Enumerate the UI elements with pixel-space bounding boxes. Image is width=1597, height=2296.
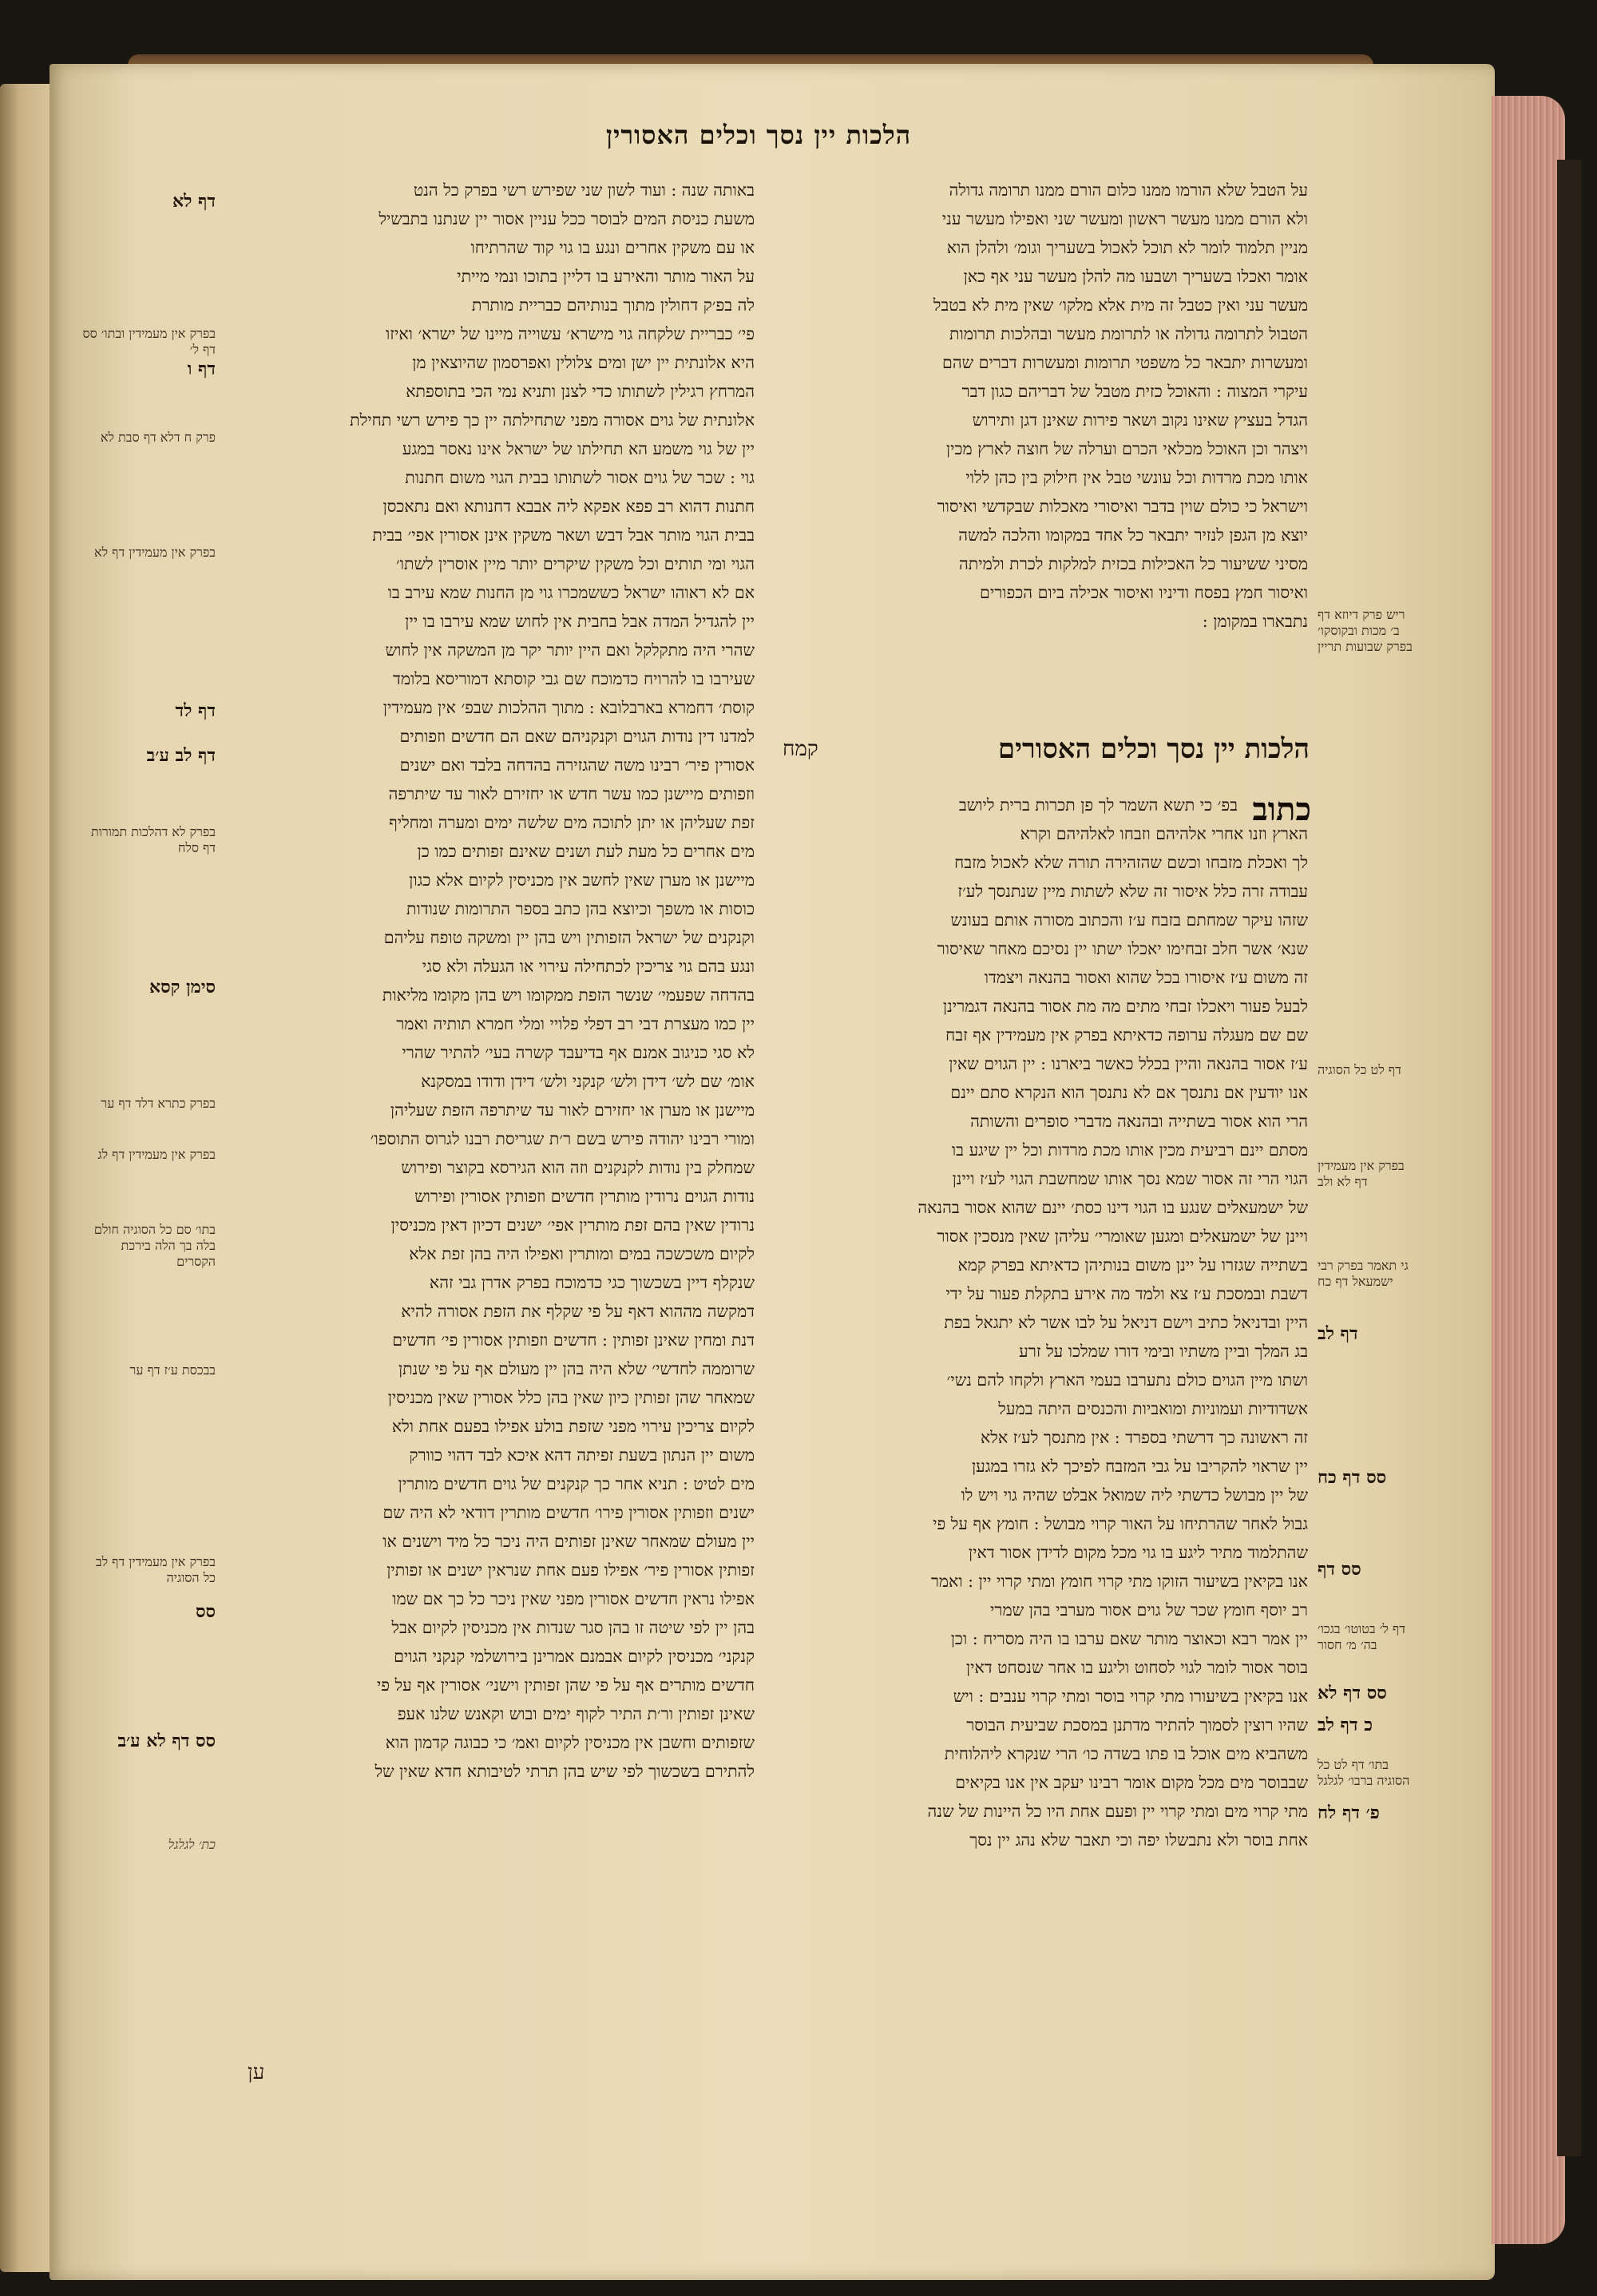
right-column	[773, 176, 1308, 636]
text-line: של ישמעאלים שנגע בו הגוי דינו כסת׳ יינם שהוא אסור בהנאה	[917, 1198, 1308, 1217]
text-line: שבבוסר מים מכל מקום אומר רבינו יעקב אין אנו בקיאים	[955, 1773, 1308, 1792]
text-line: להתירם בשכשוך לפי שיש בהן תרתי לטיבותא חדא שאין של	[374, 1762, 755, 1781]
text-line: מסיני ששיעור כל האכילות בכזית למלקות לכרת ולמיתה	[959, 554, 1308, 573]
text-line: אומר ואכלו בשעריך ושבעו מה להלן מעשר עני אף כאן	[963, 267, 1308, 286]
text-line: מתי קרוי מים ומתי קרוי יין ופעם אחת היו כל היינות של שנה	[927, 1802, 1308, 1821]
text-line: אנו בקיאין בשיעור הזוקו מתי קרוי חומץ ומתי קרוי יין : ואמר	[930, 1572, 1308, 1591]
margin-note: בפרק אין מעמידין ובתו׳ סס דף ל׳	[82, 326, 216, 357]
initial-word: כתוב	[1252, 791, 1311, 828]
text-line: גבול לאחר שהרתיחו על האור קרוי מבושל : חומץ אף על פי	[933, 1514, 1308, 1533]
text-line: הארץ וזנו אחרי אלהיהם וזבחו לאלהיהם וקרא	[1020, 824, 1308, 843]
margin-note: בתו׳ דף לט כל הסוגיה ברבו׳ לגלגל	[1318, 1757, 1410, 1788]
text-line: קוסת׳ דחמרא בארבלובא : מתוך ההלכות שבפ׳ אין מעמידין	[382, 698, 755, 717]
text-line: יין אמר רבא וכאוצר מותר שאם ערבו בו היה מסריח : וכן	[950, 1629, 1308, 1648]
margin-note: גי תאמר בפרק רבי ישמעאל דף כח	[1318, 1258, 1409, 1289]
text-line: דמקשה מההוא דאף על פי שקלף את הזפת אסורה להיא	[401, 1302, 755, 1321]
text-line: אנו יודעין אם נתנסך אם לא נתנסך הוא הנקרא סתם יינם	[950, 1083, 1308, 1102]
text-line: הגוי ומי תותים וכל משקין שיקרים יותר מיין אוסרין לשתו׳	[396, 554, 755, 573]
text-line: עיקרי המצוה : והאוכל כזית מטבל של דבריהם כגון דבר	[961, 382, 1308, 401]
text-line: שם שם מעגלה ערופה כדאיתא בפרק אין מעמידין אף זבח	[945, 1025, 1308, 1045]
margin-note: דף ו	[187, 359, 216, 379]
text-line: אותו מכת מרדות וכל עונשי טבל אין חילוק בין כהן ללוי	[965, 468, 1308, 487]
text-line: דשבת ובמסכת ע׳ז צא ולמד מה אירע בתקלת פעור על ידי	[945, 1284, 1308, 1303]
margin-note: דף לד	[175, 700, 216, 721]
text-line: ואיסור חמץ בפסח ודיניו ואיסור אכילה ביום הכפורים	[980, 583, 1308, 602]
text-line: אשדודיות ועמוניות ומואביות והכנסים היתה במעל	[998, 1399, 1308, 1418]
chapter-number: קמח	[783, 737, 818, 761]
margin-note: פרק ח דלא דף סבת לא	[100, 430, 216, 445]
text-line: נודות הגוים נרודין מותרין חדשים וזפותין אסורין ופירוש	[414, 1187, 755, 1206]
margin-note: פ׳ דף לח	[1318, 1802, 1380, 1823]
text-line: הגוי הרי זה אסור שמא נסך אותו שמחשבת הגוי לע׳ז ויינן	[952, 1169, 1308, 1188]
text-line: זה ראשונה כך דרשתי בספרד : אין מתנסך לע׳ז אלא	[980, 1428, 1308, 1447]
text-line: לקיום משכשכה במים ומותרין ואפילו היה בהן זפת אלא	[409, 1244, 755, 1263]
margin-note: דף לב	[1318, 1323, 1358, 1344]
text-line: שעירבו בו להרויח כדמוכח שם גבי קוסתא דמוריסא בלומד	[393, 669, 755, 688]
text-line: פי׳ כבריית שלקחה גוי מישרא׳ עשוייה מיינו של ישרא׳ ואיזו	[386, 324, 755, 343]
text-line: אם לא ראוהו ישראל כששמכרו גוי מן החנות שמא עירב בו	[387, 583, 755, 602]
text-line: היין ובדניאל כתיב וישם דניאל על לבו אשר לא יתגאל בפת	[944, 1313, 1308, 1332]
text-line: בבית הגוי מותר אבל דבש ושאר משקין אינן אסורין אפי׳ בבית	[372, 525, 755, 545]
text-line: משום יין הנתון בשעת זפיתה דהא איכא לבד דהוי כוורק	[409, 1445, 755, 1465]
text-line: שאינן זפותין ור׳ת התיר לקוף ימים ובוש וקאנש שלנו אעפ	[397, 1704, 755, 1723]
text-line: של יין מבושל כדשתי ליה שמואל אבלט שהיה גוי ויש לו	[961, 1485, 1308, 1505]
previous-page-edge	[0, 84, 50, 2272]
text-line: למדנו דין נודות הגוים וקנקניהם שאם הם חדשים וזפותים	[399, 727, 755, 746]
text-line: זפת שעליהן או יתן לתוכה מים שלשה ימים ומערה ומחליף	[389, 813, 755, 832]
text-line: הרי הוא אסור בשתייה ובהנאה מדברי סופרים והשותה	[970, 1112, 1308, 1131]
chapter-body	[773, 791, 1308, 1854]
margin-note: סס דף לא	[1318, 1683, 1387, 1703]
text-line: שהיו רוצין לסמוך להתיר מדתנן במסכת שביעית הבוסר	[966, 1715, 1308, 1735]
text-line: שרוממה לחדשי׳ שלא היה בהן יין מעולם אף על פי שנתן	[398, 1359, 755, 1378]
text-line: ומורי רבינו יהודה פירש בשם ר׳ת שגריסת רבנו לגרוס התוספו׳	[370, 1129, 755, 1148]
text-line: ויצהר וכן האוכל מכלאי הכרם וערלה של חוצה לארץ מכין	[945, 439, 1308, 458]
text-line: מיישנן או מערן או יחזירם לאור עד שיתרפה הזפת שעליהן	[390, 1100, 755, 1120]
text-line: בג המלך וביין משתיו ובימי דורו שמלכו על זרע	[1019, 1342, 1308, 1361]
text-line: משעת כניסת המים לבוסר ככל עניין אסור יין שנתנו בתבשיל	[378, 209, 755, 228]
text-line: שהרי היה מתקלקל ואם היין יותר יקר מן המשקה אין לחוש	[385, 640, 755, 660]
text-line: דנת ומחין שאינן זפותין : חדשים וזפותין אסורין פי׳ חדשים	[392, 1330, 755, 1350]
margin-note: סס דף לא ע׳ב	[117, 1731, 216, 1751]
text-line: מיישנן או מערן שאין לחשב אין מכניסין לקיום אלא כגון	[409, 870, 755, 890]
text-line: נתבארו במקומן :	[1202, 612, 1308, 631]
text-line: היא אלונתית יין ישן ומים צלולין ואפרסמון שהיוצאין מן	[412, 353, 755, 372]
fore-edge-shadow	[1557, 160, 1581, 2156]
text-line: יין להגדיל המדה אבל בחבית אין לחוש שמא עירבו בו יין	[405, 612, 755, 631]
text-line: שזפותים וחשבן אין מכניסין לקיום ואמ׳ כי כבוגה קדמון הוא	[385, 1733, 755, 1752]
text-line: ונגע בהם גוי צריכין לכתחילה עירוי או הגעלה ולא סגי	[422, 957, 755, 976]
margin-note: ריש פרק דיוזא דף ב׳ מכות ובקוסקו׳ בפרק שבועות תריין	[1318, 607, 1413, 654]
text-line: יין כמו מעצרת דבי רב דפלי פלויי ומלי חמרא תותיה ואמר	[396, 1014, 755, 1033]
text-line: המרחץ רגילין לשתותו כדי לצנן ותניא נמי הכי בתוספתא	[406, 382, 755, 401]
text-line: אפילו נראין חדשים אסורין מפני שאין ניכר כל כך אם שמו	[392, 1589, 755, 1608]
text-line: שזהו עיקר שמחתם בזבח ע׳ז והכתוב מסורה אותם בעונש	[950, 910, 1308, 930]
text-line: מעשר עני ואין כטבל זה מית אלא מלקו׳ שאין מית לא בטבל	[933, 295, 1308, 315]
text-line: בשתייה שגזרו על יינן משום בנותיהן כדאיתא בפרק קמא	[957, 1255, 1308, 1275]
running-head: הלכות יין נסך וכלים האסורין	[605, 120, 912, 150]
text-line: יין של גוי משמע הא תחילתו של ישראל אינו נאסר במגע	[402, 439, 755, 458]
text-line: ע׳ז אסור בהנאה והיין בכלל כאשר ביארנו : יין הגוים שאין	[949, 1054, 1308, 1073]
text-line: בהדחה שפעמי׳ שנשר הזפת ממקומו ויש בהן מקומו מליאות	[382, 985, 755, 1005]
margin-note: בבכסת ע׳ז דף ער	[129, 1362, 216, 1378]
chapter-title: הלכות יין נסך וכלים האסורים	[997, 733, 1310, 765]
margin-note: דף לט כל הסוגיה	[1318, 1062, 1401, 1077]
text-line: וזפותים מיישנן כמו עשר חדש או יחזירם לאור עד שיתרפה	[388, 784, 755, 803]
text-line: שנקלף דיין בשכשוך כגי כדמוכח בפרק אדרן גבי זהא	[429, 1273, 755, 1292]
margin-note: סס דף	[1318, 1559, 1361, 1580]
text-line: רב יוסף חומץ שכר של גוים אסור מערבי בהן שמרי	[990, 1600, 1308, 1620]
left-column	[232, 176, 755, 1786]
margin-note: סס דף כח	[1318, 1467, 1387, 1488]
text-line: ישנים וזפותין אסורין פירו׳ חדשים מותרין דודאי לא היה שם	[382, 1503, 755, 1522]
text-line: אנו בקיאין בשיעורו מתי קרוי בוסר ומתי קרוי ענבים : ויש	[953, 1687, 1308, 1706]
text-line: נרודין שאין בהם זפת מותרין אפי׳ ישנים דכיון דאין מכניסין	[390, 1215, 755, 1235]
margin-note: בתו׳ סם כל הסוגיה חולם בלה בך הלה בירכת הקסרים	[93, 1222, 216, 1269]
text-line: שמאחר שהן זפותין כיון שאין בהן כלל אסורין שאין מכניסין	[387, 1388, 755, 1407]
text-line: באותה שנה : ועוד לשון שני שפירש רשי בפרק כל הנט	[413, 180, 755, 200]
text-line: ומעשרות יתבאר כל משפטי תרומות ומעשרות דברים שהם	[942, 353, 1308, 372]
text-line: עבודה זרה כלל איסור זה שלא לשתות מיין שנתנסך לע׳ז	[957, 882, 1308, 901]
text-line: ויינן של ישמעאלים ומגען שאומרי׳ עליהן שאין מנסכין אסור	[937, 1227, 1308, 1246]
text-line: שנא׳ אשר חלב זבחימו יאכלו ישתו יין נסיכם מאחר שאיסור	[937, 939, 1308, 958]
margin-note: סס	[195, 1601, 216, 1622]
margin-note: כת׳ לגלגל	[168, 1837, 216, 1852]
margin-note: דף לב ע׳ב	[146, 745, 216, 766]
text-line: כוסות או משפך וכיוצא בהן כתב בספר התרומות שנודות	[406, 899, 755, 918]
margin-note: בפרק כתרא דלד דף ער	[101, 1096, 216, 1111]
margin-note: דף ל׳ בטוטו׳ בגכו׳ בה׳ מ׳ חסור	[1318, 1621, 1405, 1652]
text-line: מים לטיט : תניא אחר כך קנקנים של גוים חדשים מותרין	[398, 1474, 755, 1493]
text-line: חדשים מותרים אף על פי שהן זפותין וישני׳ אסורין אף על פי	[376, 1675, 755, 1695]
text-line: יוצא מן הגפן לנזיר יתבאר כל אחד במקומו והלכה למשה	[958, 525, 1308, 545]
text-line: יין מעולם שמאחר שאינן זפותים היה ניכר כל מיד וישנים או	[382, 1532, 755, 1551]
text-line: שהתלמוד מתיר ליגע בו גוי מכל מקום לדידן אסור דאין	[968, 1543, 1308, 1562]
text-line: אלונתית של גוים אסורה מפני שתחילתה יין כך פירש רשי תחילת	[350, 410, 755, 430]
text-line: מסתם יינם רביעית מכין אותו מכת מרדות וכל יין שיגע בו	[951, 1140, 1308, 1160]
margin-note: בפרק אין מעמידין דף לא	[94, 545, 216, 560]
text-line: קנקני׳ מכניסין לקיום אבמנם אמרינן בירושלמי קנקני הגוים	[394, 1647, 755, 1666]
text-line: ולא הורם ממנו מעשר ראשון ומעשר שני ואפילו מעשר עני	[941, 209, 1308, 228]
margin-note: בפרק אין מעמידין דף לג	[97, 1147, 216, 1162]
text-line: אסורין פיר׳ רבינו משה שהגזירה בהדחה בלבד ואם ישנים	[399, 755, 755, 775]
text-line: לך ואכלת מזבחו וכשם שהזהירה תורה שלא לאכול מזבח	[954, 853, 1308, 872]
text-line: הטבול לתרומה גדולה או לתרומת מעשר ובהלכות תרומות	[949, 324, 1308, 343]
text-line: זפותין אסורין פיר׳ אפילו פעם אחת שנראין ישנים או זפותין	[386, 1560, 755, 1580]
margin-note: בפרק אין מעמידין דף לא ולב	[1318, 1158, 1405, 1189]
text-line: אומ׳ שם לש׳ דידן ולש׳ קנקני ולש׳ דידן ודודו במסקנא	[421, 1072, 755, 1091]
text-line: וקנקנים של ישראל הזפותין ויש בהן יין ומשקה טופח עליהם	[383, 928, 755, 947]
text-line: משהביא מים אוכל בו פתו בשדה כו׳ הרי שנקרא ליהלוחית	[944, 1744, 1308, 1763]
text-line: לקיום צריכין עירוי מפני שזפת בולע אפילו בפעם אחת ולא	[391, 1417, 755, 1436]
text-line: או עם משקין אחרים ונגע בו גוי קוד שהרתיחו	[470, 238, 755, 257]
chapter-heading	[783, 733, 1310, 765]
margin-note: בפרק לא דהלכות תמורות דף סלח	[91, 824, 216, 855]
text-line: ושתו מיין הגוים כולם נתערבו בעמי הארץ ולקחו להם נשי׳	[946, 1370, 1308, 1390]
margin-note: כ דף לב	[1318, 1715, 1373, 1735]
margin-note: דף לא	[172, 191, 216, 212]
text-line: שמחלק בין נודות לקנקנים וזה הוא הגירסא בקוצר ופירוש	[401, 1158, 755, 1177]
margin-note: בפרק אין מעמידין דף לב כל הסוגיה	[95, 1554, 216, 1585]
text-line: מניין תלמוד לומר לא תוכל לאכול בשעריך וגומ׳ ולהלן הוא	[946, 238, 1308, 257]
text-line: חתנות דהוא רב פפא אפקא ליה אבבא דחנותא ואם נתאכסן	[382, 497, 755, 516]
text-line: לה בפ׳ק דחולין מתוך בנותיהם כבריית מותרת	[471, 295, 755, 315]
text-line: בהן יין לפי שיטה זו בהן סגר שנדות אין מכניסין לקיום אבל	[391, 1618, 755, 1637]
text-line: בוסר אסור לומר לגוי לסחוט וליגע בו אחר שנסחט דאין	[965, 1658, 1308, 1677]
text-line: גוי : שכר של גוים אסור לשתותו בבית הגוי משום חתנות	[405, 468, 755, 487]
text-line: בפ׳ כי תשא השמר לך פן תכרות ברית ליושב	[958, 795, 1238, 815]
text-line: יין שראוי להקריבו על גבי המזבח לפיכך לא גזרו במגען	[971, 1457, 1308, 1476]
text-line: על הטבל שלא הורמו ממנו כלום הורם ממנו תרומה גדולה	[949, 180, 1308, 200]
margin-note: סימן קסא	[149, 977, 216, 997]
text-line: אחת בוסר ולא נתבשלו יפה וכי תאבר שלא נהג יין נסך	[969, 1830, 1308, 1850]
text-line: מים אחרים כל מעת לעת ושנים שאינם זפותים כמו כן	[417, 842, 755, 861]
text-line: זה משום ע׳ז איסורו בכל שהוא ואסור בהנאה ויצמדו	[984, 968, 1308, 987]
text-line: הגדל בעציץ שאינו נקוב ושאר פירות שאינן דגן ותירוש	[972, 410, 1308, 430]
text-line: על האור מותר והאירע בו דליין בתוכו ונמי מייתי	[457, 267, 755, 286]
catchword: ען	[248, 2060, 265, 2084]
text-line: לבעל פעור ויאכלו זבחי מתים מה מת אסור בהנאה דגמרינן	[942, 997, 1308, 1016]
text-line: וישראל כי כולם שוין בדבר ואיסורי מאכלות שבקדשי ואיסור	[937, 497, 1308, 516]
text-line: לא סגי כניגוב אמנם אף בדיעבד קשרה בעי׳ להתיר שהרי	[402, 1043, 755, 1062]
fore-edge	[1492, 96, 1565, 2244]
